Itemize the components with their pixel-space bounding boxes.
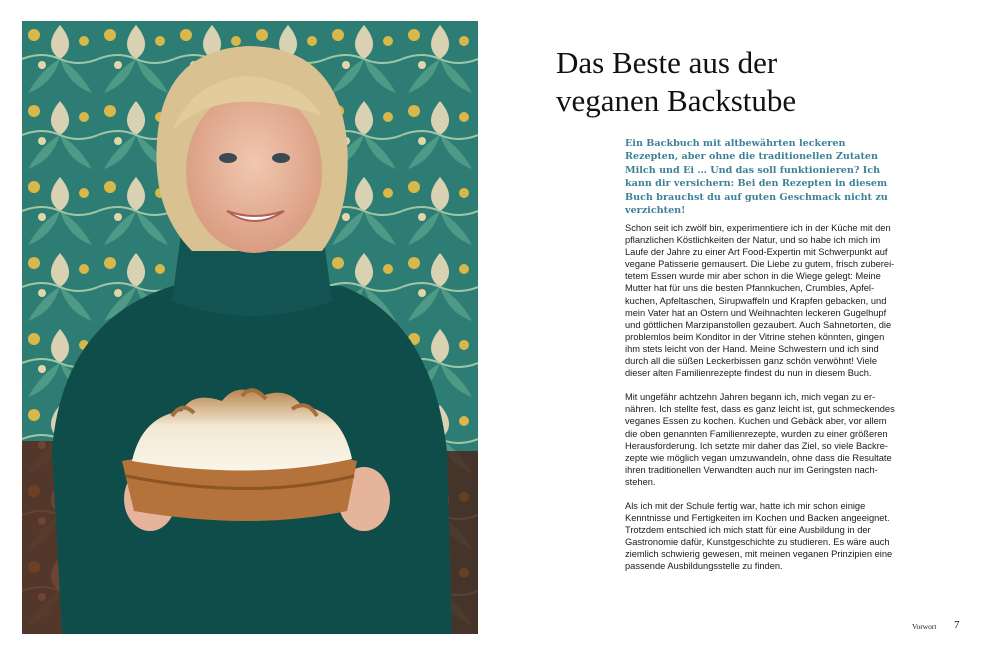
- author-photo: [22, 21, 478, 634]
- photo-baker-with-meringue-tart-icon: [22, 21, 478, 634]
- title-line-1: Das Beste aus der: [556, 45, 778, 80]
- body-paragraph: Schon seit ich zwölf bin, experimentiere ich in der Küche mit den pflanzlichen Köstlichkeiten der Natur, und so habe ich mich im Laufe der Jahre zu einer Art Food-Expertin mit Schwerpunkt auf vegane Patisserie gemausert. Die Liebe zu gutem, frisch zubereitetem Essen wurde mir aber schon in die Wiege gelegt: Meine Mutter hat für uns die besten Pfannkuchen, Crumbles, Apfelkuchen, Apfeltaschen, Sirupwaffeln und Krapfen gebacken, und mein Vater hat an Ostern und Weihnachten leckeren Gugelhupf und göttlichen Marzipanstollen gezaubert. Auch Sahnetorten, die problemlos beim Konditor in der Vitrine stehen könnten, gingen ihm stets leicht von der Hand. Meine Schwestern und ich sind durch all die süßen Leckerbissen ganz schön verwöhnt! Viele dieser alten Familienrezepte findest du nun in diesem Buch.: [625, 223, 895, 379]
- body-text: [625, 222, 900, 585]
- body-paragraph: Mit ungefähr achtzehn Jahren begann ich, mich vegan zu ernähren. Ich stellte fest, dass es ganz leicht ist, gut schmeckendes veganes Essen zu kochen. Kuchen und Gebäck aber, vor allem die oben genannten Familienrezepte, wurden zu einer größeren Herausforderung. Ich setzte mir daher das Ziel, so viele Backrezepte wie möglich vegan umzuwandeln, ohne dass die Resultate ihren traditionellen Verwandten auch nur im Geringsten nachstehen.: [625, 392, 895, 487]
- body-paragraph: Als ich mit der Schule fertig war, hatte ich mir schon einige Kenntnisse und Fertigkeiten im Kochen und Backen angeeignet. Trotzdem entschied ich mich statt für eine Ausbildung in der Gastronomie dafür, Kunstgeschichte zu studieren. Es wäre auch ziemlich schwierig gewesen, mit meinen veganen Prinzipien eine passende Ausbildungsstelle zu finden.: [625, 500, 893, 572]
- section-label: Vorwort: [912, 622, 937, 631]
- title-line-2: veganen Backstube: [556, 83, 797, 118]
- page-number: 7: [954, 619, 960, 631]
- intro-paragraph: Ein Backbuch mit altbewährten leckeren Rezepten, aber ohne die traditionellen Zutaten Milch und Ei … Und das soll funktionieren? Ich kann dir versichern: Bei den Rezepten in diesem Buch brauchst du auf guten Geschmack nicht zu verzichten!: [625, 138, 888, 217]
- page-title: [556, 44, 796, 120]
